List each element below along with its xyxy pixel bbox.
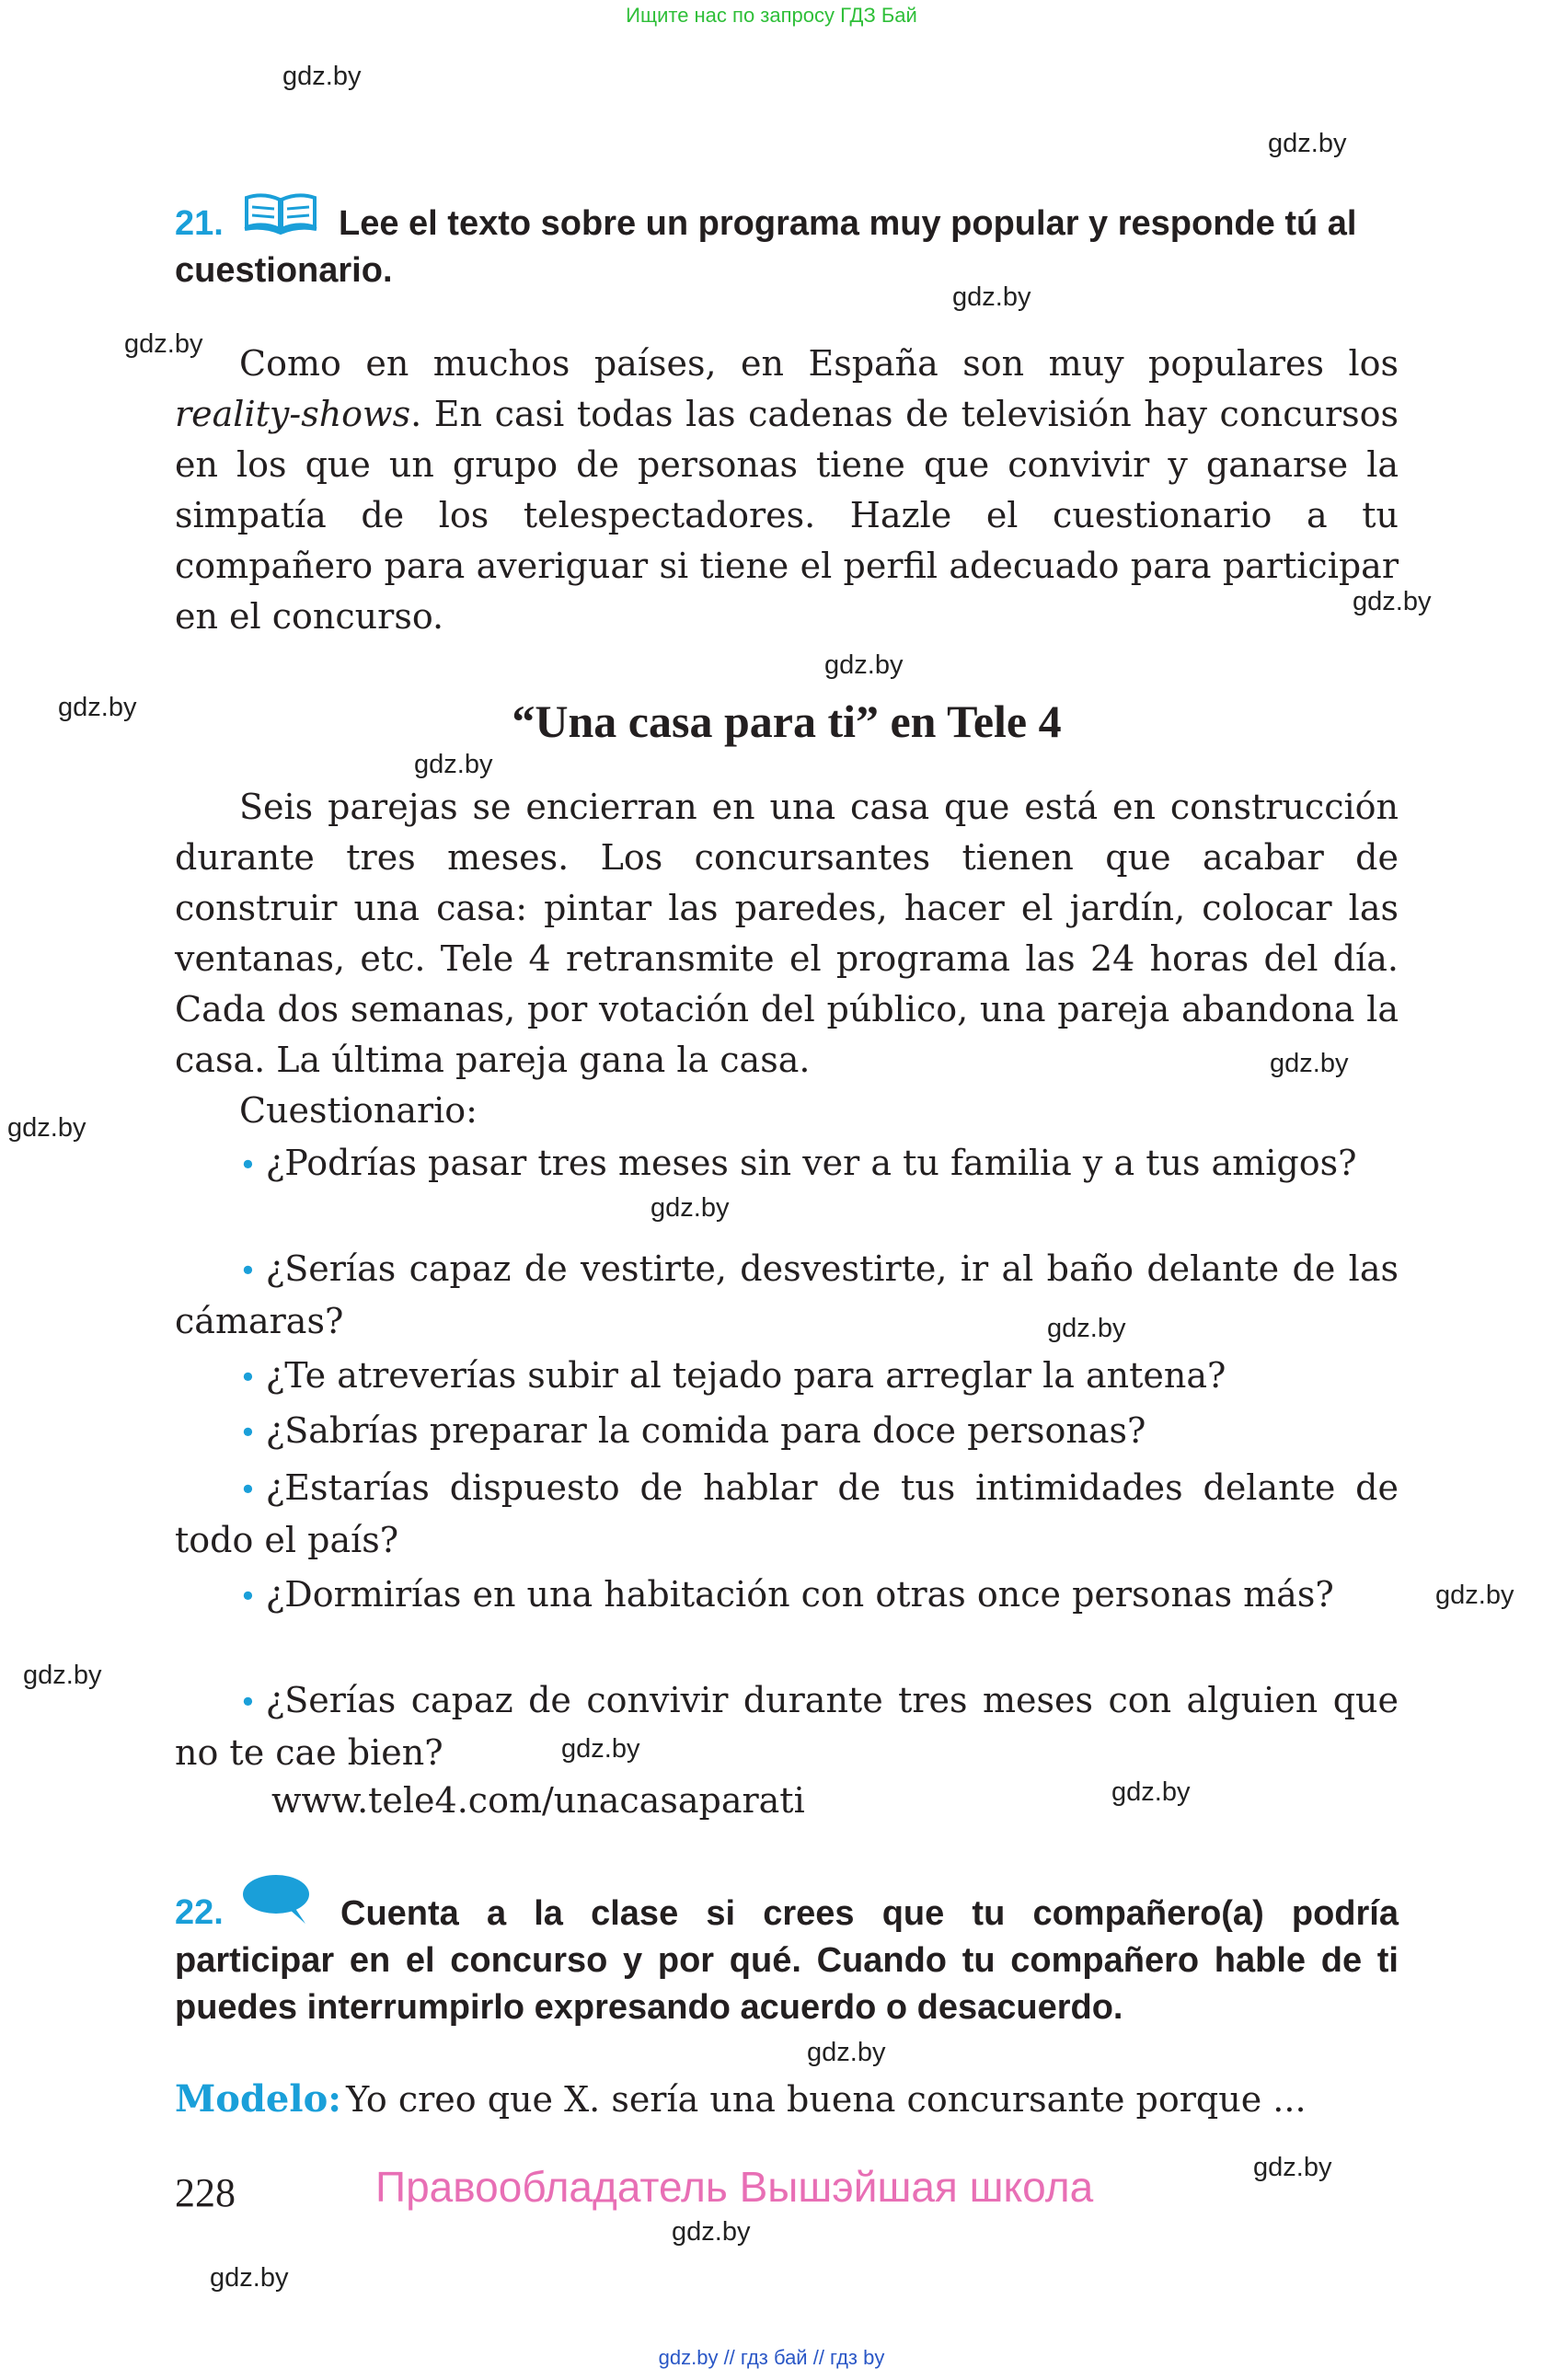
question-item: [175, 1351, 1399, 1403]
watermark: gdz.by: [23, 1661, 102, 1690]
question-text: ¿Te atreverías subir al tejado para arreglar la antena?: [265, 1355, 1226, 1396]
watermark: gdz.by: [672, 2217, 751, 2247]
questionnaire-label: Cuestionario:: [239, 1090, 478, 1131]
exercise-21-instruction: Lee el texto sobre un programa muy popular y responde tú al cuestionario.: [175, 204, 1357, 290]
exercise-22-number: 22.: [175, 1893, 224, 1932]
bullet-icon: •: [239, 1684, 257, 1719]
exercise-21-number: 21.: [175, 204, 224, 243]
watermark: gdz.by: [210, 2263, 289, 2293]
watermark: gdz.by: [58, 693, 137, 722]
intro-text-start: Como en muchos países, en España son muy populares los: [239, 343, 1399, 384]
modelo-text: Yo creo que X. sería una buena concursante porque ...: [346, 2079, 1307, 2120]
program-description: Seis parejas se encierran en una casa que está en construcción durante tres meses. Los concursantes tienen que acabar de construir una casa: pintar las paredes, hacer el jardín, colocar las ventanas, etc. Tele 4 retransmite el programa las 24 horas del día. Cada dos semanas, por votación del público, una pareja abandona la casa. La última pareja gana la casa.: [175, 787, 1399, 1080]
question-item: [175, 1138, 1399, 1190]
watermark: gdz.by: [824, 650, 904, 680]
watermark: gdz.by: [1270, 1049, 1349, 1078]
bullet-icon: •: [239, 1147, 257, 1182]
bullet-icon: •: [239, 1253, 257, 1288]
watermark: gdz.by: [1253, 2153, 1332, 2182]
bullet-icon: •: [239, 1579, 257, 1614]
question-item: [175, 1675, 1399, 1778]
intro-italic-term: reality-shows: [175, 394, 411, 434]
intro-text-end: . En casi todas las cadenas de televisión hay concursos en los que un grupo de personas tiene que convivir y ganarse la simpatía de los telespectadores. Hazle el cuestionario a tu compañero para averiguar si tiene el perfil adecuado para participar en el concurso.: [175, 394, 1399, 637]
bullet-icon: •: [239, 1415, 257, 1450]
watermark: gdz.by: [1111, 1777, 1191, 1807]
question-text: ¿Dormirías en una habitación con otras once personas más?: [265, 1574, 1334, 1615]
watermark: gdz.by: [651, 1193, 730, 1223]
question-item: [175, 1569, 1399, 1622]
intro-paragraph: [175, 339, 1399, 642]
question-item: [175, 1463, 1399, 1566]
watermark: gdz.by: [1047, 1314, 1126, 1343]
bottom-banner[interactable]: gdz.by // гдз бай // гдз by: [658, 2346, 885, 2369]
watermark: gdz.by: [561, 1734, 640, 1764]
copyright-notice: Правообладатель Вышэйшая школа: [375, 2163, 1094, 2211]
bullet-icon: •: [239, 1472, 257, 1507]
program-url[interactable]: www.tele4.com/unacasaparati: [271, 1780, 805, 1821]
modelo-label: Modelo:: [175, 2077, 342, 2121]
watermark: gdz.by: [124, 329, 203, 359]
question-text: ¿Serías capaz de convivir durante tres meses con alguien que no te cae bien?: [175, 1680, 1399, 1773]
watermark: gdz.by: [1435, 1581, 1514, 1610]
watermark: gdz.by: [7, 1113, 86, 1143]
page-number: 228: [175, 2170, 236, 2215]
bullet-icon: •: [239, 1360, 257, 1395]
watermark: gdz.by: [1353, 587, 1432, 616]
watermark: gdz.by: [414, 750, 493, 779]
top-banner: Ищите нас по запросу ГДЗ Бай: [626, 4, 917, 27]
question-text: ¿Podrías pasar tres meses sin ver a tu familia y a tus amigos?: [265, 1143, 1357, 1183]
program-title: “Una casa para ti” en Tele 4: [512, 696, 1062, 747]
watermark: gdz.by: [807, 2038, 886, 2067]
question-text: ¿Serías capaz de vestirte, desvestirte, ir al baño delante de las cámaras?: [175, 1248, 1399, 1341]
modelo-line: [175, 2075, 1399, 2125]
question-text: ¿Sabrías preparar la comida para doce personas?: [265, 1410, 1146, 1451]
watermark: gdz.by: [952, 282, 1031, 312]
question-item: [175, 1406, 1399, 1458]
watermark: gdz.by: [282, 62, 362, 91]
exercise-22-instruction: Cuenta a la clase si crees que tu compañero(a) podría participar en el concurso y por qué. Cuando tu compañero hable de ti puedes interrumpirlo expresando acuerdo o desacuerdo.: [175, 1894, 1399, 2027]
watermark: gdz.by: [1268, 129, 1347, 158]
question-item: [175, 1244, 1399, 1347]
question-text: ¿Estarías dispuesto de hablar de tus intimidades delante de todo el país?: [175, 1467, 1399, 1560]
